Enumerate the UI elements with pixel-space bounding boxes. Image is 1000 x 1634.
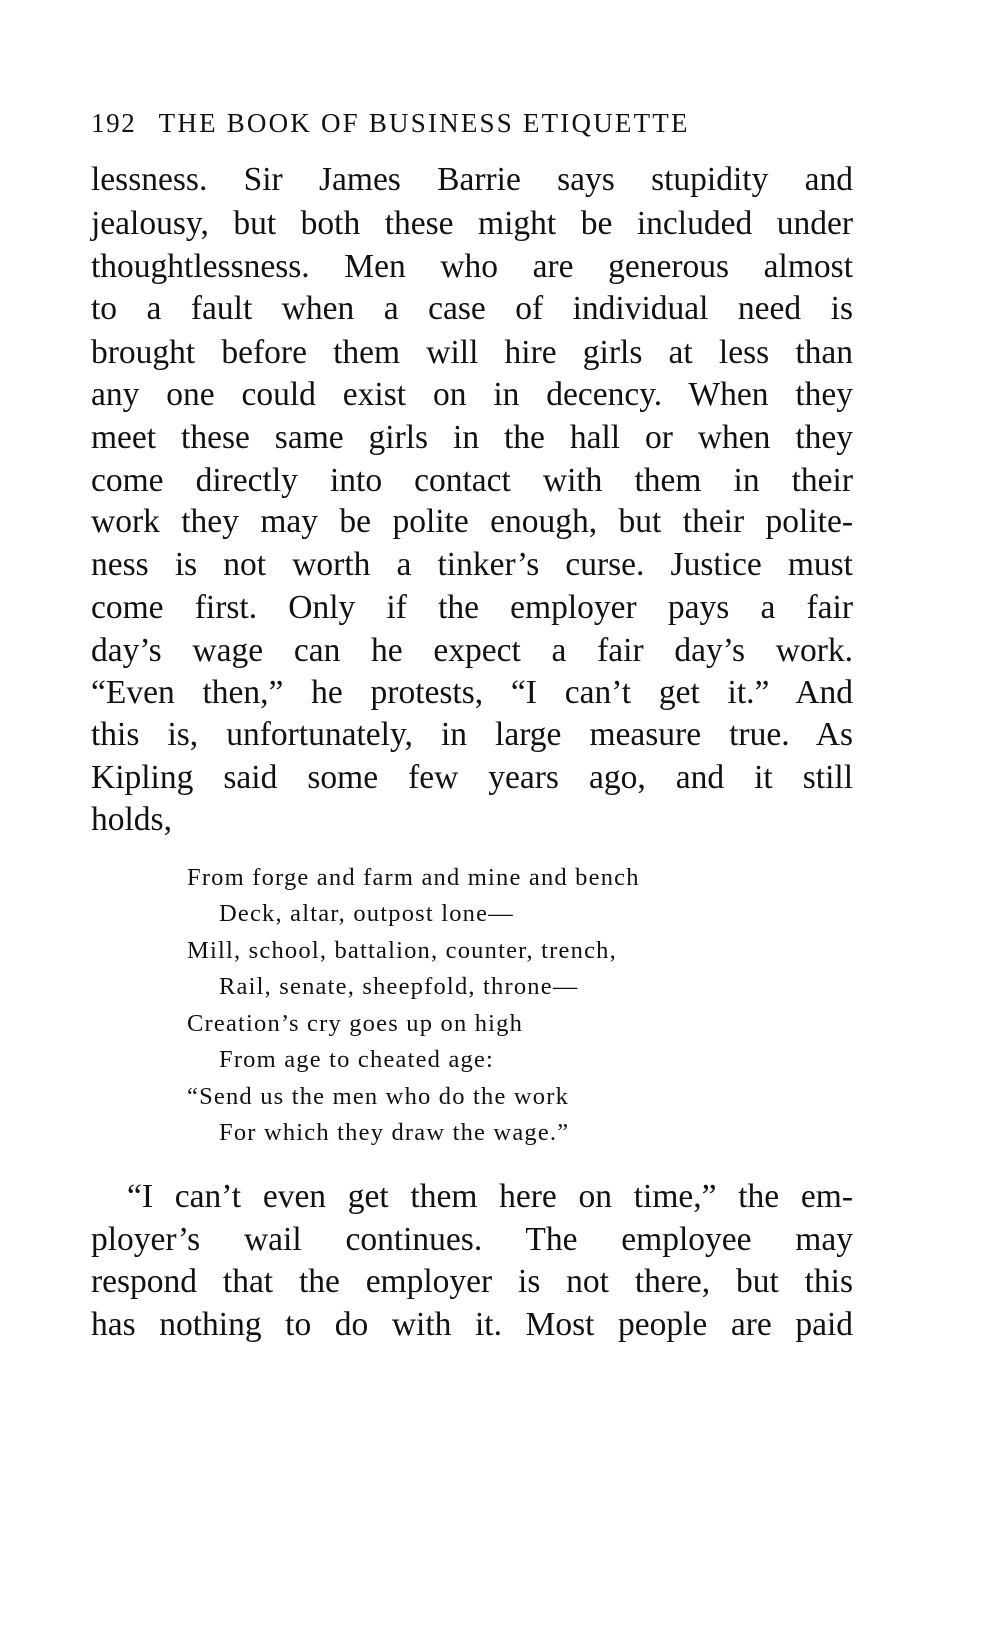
paragraph-1-line: holds,	[91, 801, 172, 838]
paragraph-1-line: day’s wage can he expect a fair day’s work.	[91, 632, 853, 669]
poem-line: Rail, senate, sheepfold, throne—	[219, 973, 579, 1000]
poem-line: From age to cheated age:	[219, 1046, 495, 1073]
paragraph-1-line: this is, unfortunately, in large measure true. As	[91, 716, 853, 753]
paragraph-1-line: any one could exist on in decency. When they	[91, 376, 853, 413]
poem-line: Deck, altar, outpost lone—	[219, 900, 514, 927]
paragraph-1-line: “Even then,” he protests, “I can’t get it.” And	[91, 674, 853, 711]
poem-line: From forge and farm and mine and bench	[187, 864, 640, 891]
paragraph-1-line: thoughtlessness. Men who are generous almost	[91, 248, 853, 285]
poem-line: Creation’s cry goes up on high	[187, 1010, 524, 1037]
poem-line: “Send us the men who do the work	[187, 1083, 570, 1110]
paragraph-2-line: respond that the employer is not there, but this	[91, 1263, 853, 1300]
paragraph-1-line: meet these same girls in the hall or when they	[91, 419, 853, 456]
paragraph-1-line: ness is not worth a tinker’s curse. Justice must	[91, 546, 853, 583]
paragraph-1-line: Kipling said some few years ago, and it still	[91, 759, 853, 796]
poem-line: For which they draw the wage.”	[219, 1119, 570, 1146]
paragraph-2-line: “I can’t even get them here on time,” the em-	[127, 1178, 853, 1215]
page-number: 192	[91, 108, 137, 138]
paragraph-1-line: brought before them will hire girls at less than	[91, 334, 853, 371]
paragraph-1-line: come first. Only if the employer pays a fair	[91, 589, 853, 626]
poem-line: Mill, school, battalion, counter, trench,	[187, 937, 617, 964]
paragraph-1-line: come directly into contact with them in their	[91, 462, 853, 499]
paragraph-1-line: to a fault when a case of individual need is	[91, 290, 853, 327]
paragraph-1-line: jealousy, but both these might be included under	[91, 205, 853, 242]
paragraph-2-line: has nothing to do with it. Most people are paid	[91, 1306, 853, 1343]
paragraph-1-line: lessness. Sir James Barrie says stupidity and	[91, 161, 853, 198]
paragraph-1-line: work they may be polite enough, but their polite-	[91, 503, 853, 540]
book-title: THE BOOK OF BUSINESS ETIQUETTE	[158, 108, 690, 138]
running-head	[91, 108, 861, 139]
paragraph-2-line: ployer’s wail continues. The employee may	[91, 1221, 853, 1258]
